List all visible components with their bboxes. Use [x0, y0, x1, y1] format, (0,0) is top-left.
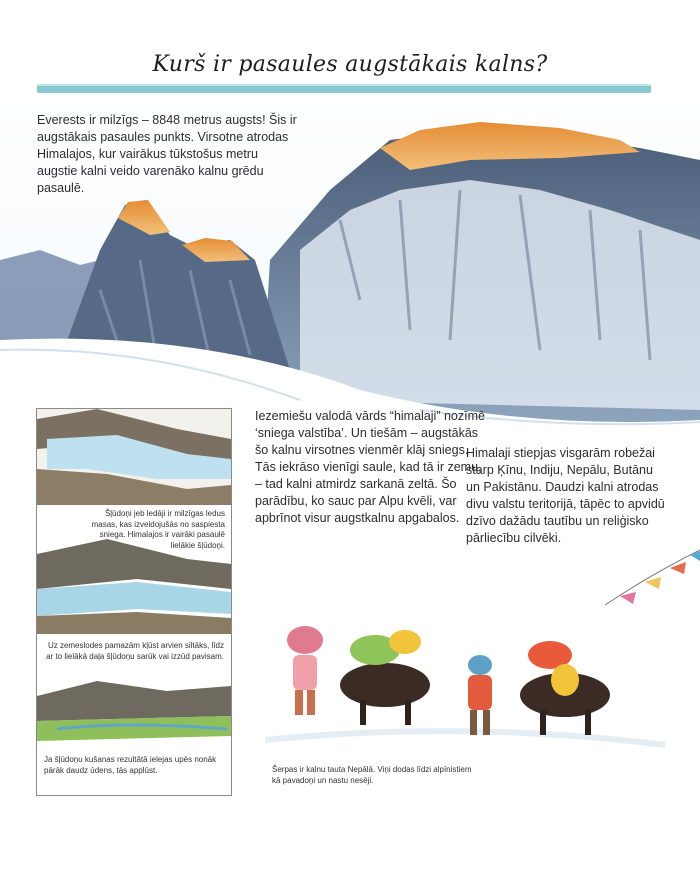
- title-underline: [37, 84, 651, 93]
- glacier-illustration-1: [37, 409, 231, 505]
- himalaji-meaning-paragraph: Iezemiešu valodā vārds “himalaji” nozīmē ‘sniega valstība’. Un tiešām – augstākās šo kalnu virsotnes vienmēr klāj sniegs. Tās iekrāso vienīgi saule, kad tā ir zemu, – tad kalni atmirdz sarkanā zeltā. Šo parādību, ko sauc par Alpu kvēli, var apbrīnot visur augstkalnu apgabalos.: [255, 409, 485, 525]
- glacier-caption-3: Ja šļūdoņu kušanas rezultātā ielejas upēs nonāk pārāk daudz ūdens, tās applūst.: [44, 755, 217, 775]
- glacier-illustration-2: [37, 534, 231, 634]
- borders-paragraph: Himalaji stiepjas visgarām robežai starp Ķīnu, Indiju, Nepālu, Butānu un Pakistānu. Daudzi kalni atrodas divu valstu teritorijā, tāpēc to apvidū dzīvo dažādu tautību un reliģisko pārliecību cilvēki.: [466, 446, 665, 545]
- glacier-illustration-3: [37, 671, 231, 751]
- sherpa-porters-illustration: [265, 600, 665, 760]
- page-title: Kurš ir pasaules augstākais kalns?: [152, 52, 548, 77]
- sherpa-caption: Šerpas ir kalnu tauta Nepālā. Viņi dodas līdzi alpīnistiem kā pavadoņi un nastu nesēji.: [272, 765, 472, 785]
- glacier-panel: [36, 408, 232, 796]
- glacier-caption-1: Šļūdoņi jeb ledāji ir milzīgas ledus masas, kas izveidojušās no saspiesta sniega. Himalajos ir vairāki pasaulē lielākie šļūdoņi.: [91, 509, 225, 550]
- intro-paragraph: Everests ir milzīgs – 8848 metrus augsts! Šis ir augstākais pasaules punkts. Virsotne atrodas Himalajos, kur vairākus tūkstošus metru augstie kalni veido varenāko kalnu grēdu pasaulē.: [37, 113, 297, 195]
- glacier-caption-2: Uz zemeslodes pamazām kļūst arvien siltāks, līdz ar to lielākā daļa šļūdoņu sarūk vai izzūd pavisam.: [46, 641, 224, 661]
- prayer-flags-illustration: [600, 530, 700, 610]
